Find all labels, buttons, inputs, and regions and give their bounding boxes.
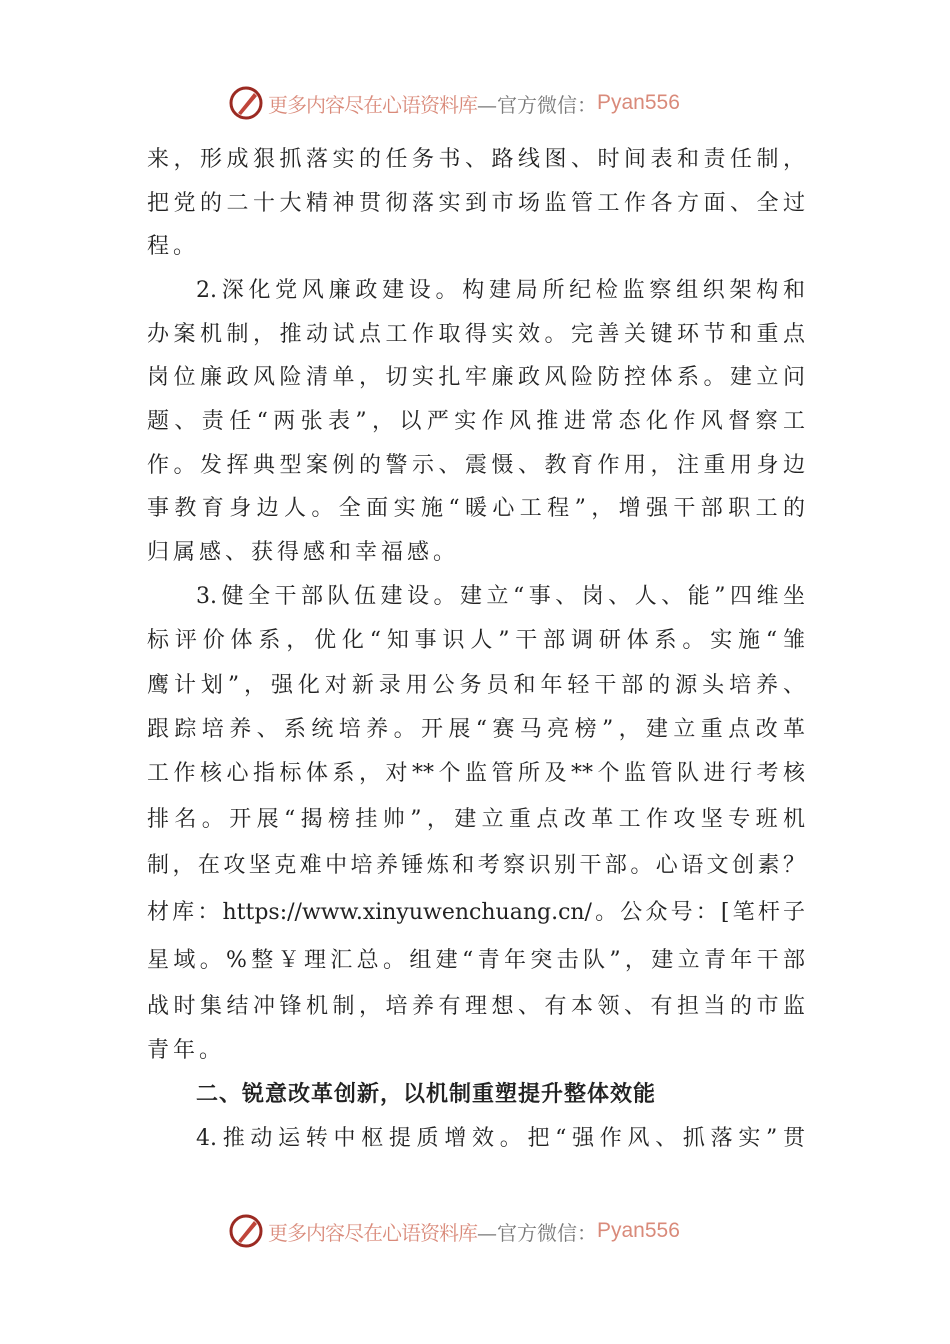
text-line: 岗位廉政风险清单，切实扎牢廉政风险防控体系。建立问	[147, 365, 805, 390]
text-line: 3.健全干部队伍建设。建立“事、岗、人、能”四维坐	[196, 584, 805, 609]
text-line: 青年。	[147, 1038, 226, 1063]
header-watermark	[228, 83, 728, 123]
pen-logo-icon	[228, 85, 264, 121]
text-line: 题、责任“两张表”，以严实作风推进常态化作风督察工	[147, 409, 805, 434]
text-line: 4.推动运转中枢提质增效。把“强作风、抓落实”贯	[196, 1126, 805, 1151]
watermark-brand: 更多内容尽在心语资料库	[268, 1220, 477, 1245]
text-line: 事教育身边人。全面实施“暖心工程”，增强干部职工的	[147, 496, 805, 521]
pen-logo-icon	[228, 1213, 264, 1249]
text-line: 2.深化党风廉政建设。构建局所纪检监察组织架构和	[196, 278, 805, 303]
text-line: 战时集结冲锋机制，培养有理想、有本领、有担当的市监	[147, 994, 805, 1019]
text-line: 材库：https://www.xinyuwenchuang.cn/。公众号：[笔杆子	[147, 900, 805, 925]
text-line: 排名。开展“揭榜挂帅”，建立重点改革工作攻坚专班机	[147, 807, 805, 832]
footer-watermark	[228, 1211, 728, 1251]
text-line: 归属感、获得感和幸福感。	[147, 540, 460, 565]
text-line: 跟踪培养、系统培养。开展“赛马亮榜”，建立重点改革	[147, 717, 805, 742]
watermark-sep: —官方微信：	[477, 92, 597, 117]
text-line: 办案机制，推动试点工作取得实效。完善关键环节和重点	[147, 322, 805, 347]
section-heading: 二、锐意改革创新，以机制重塑提升整体效能	[196, 1082, 657, 1107]
text-line: 星域。%整￥理汇总。组建“青年突击队”，建立青年干部	[147, 948, 805, 973]
text-line: 程。	[147, 234, 200, 259]
text-line: 工作核心指标体系，对**个监管所及**个监管队进行考核	[147, 761, 805, 786]
text-line: 鹰计划”，强化对新录用公务员和年轻干部的源头培养、	[147, 673, 805, 698]
text-line: 作。发挥典型案例的警示、震慑、教育作用，注重用身边	[147, 453, 805, 478]
text-line: 标评价体系，优化“知事识人”干部调研体系。实施“雏	[147, 628, 805, 653]
watermark-id: Pyan556	[597, 91, 680, 114]
watermark-id: Pyan556	[597, 1219, 680, 1242]
watermark-brand: 更多内容尽在心语资料库	[268, 92, 477, 117]
text-line: 来，形成狠抓落实的任务书、路线图、时间表和责任制，	[147, 147, 805, 172]
text-line: 把党的二十大精神贯彻落实到市场监管工作各方面、全过	[147, 191, 805, 216]
text-line: 制，在攻坚克难中培养锤炼和考察识别干部。心语文创素？	[147, 853, 805, 878]
watermark-sep: —官方微信：	[477, 1220, 597, 1245]
